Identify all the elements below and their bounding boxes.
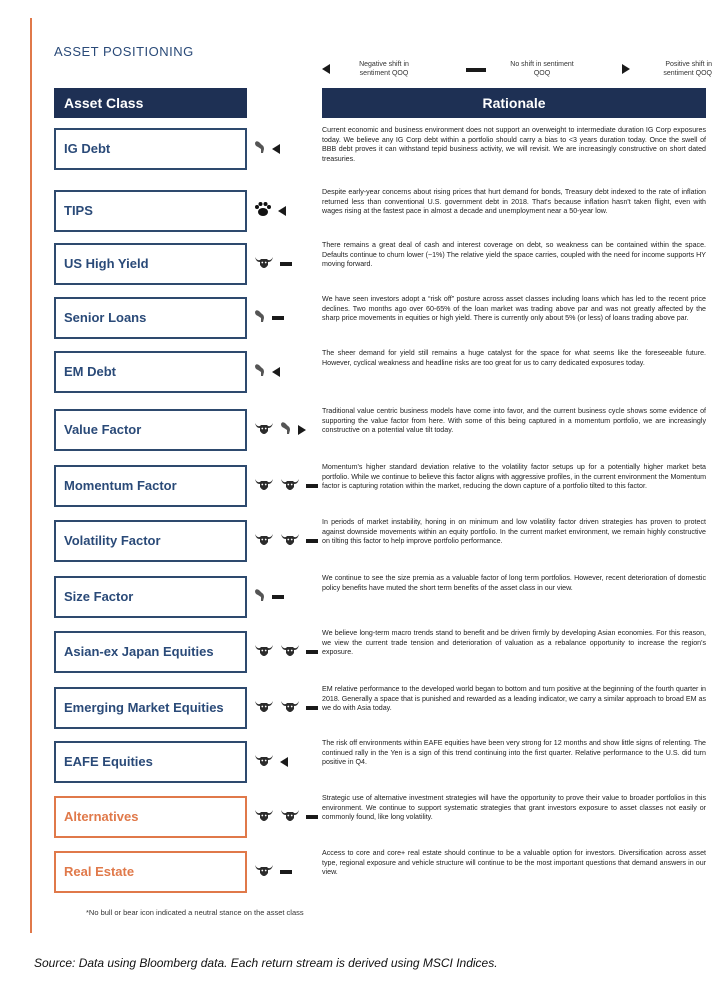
- bull-icon: [254, 699, 274, 718]
- triangle-right-icon: [622, 64, 630, 74]
- bull-icon: [280, 699, 300, 718]
- sentiment-icons: [254, 643, 318, 661]
- rationale-text: We have seen investors adopt a “risk off” posture across asset classes including loans which has led to the recent price declines. Two months ago over 60-65% of the loan market was trading above par and was not greatly affected by the sharp price movements in equities or high yield. There is currently only about 5% (or less) of loans trading above par.: [322, 295, 706, 323]
- bear-icon: [254, 309, 266, 328]
- sentiment-icons: [254, 808, 318, 826]
- legend-negative: [322, 60, 442, 84]
- rationale-text: Traditional value centric business models have come into favor, and the current business cycle shows some evidence of supporting the value factor from here. With some of this being captured in a momentum portfolio, we are increasingly constructive on a potential value tilt today.: [322, 407, 706, 435]
- dash-icon: [306, 815, 318, 819]
- triangle-left-icon: [272, 367, 280, 377]
- triangle-right-icon: [298, 425, 306, 435]
- bear-icon: [254, 588, 266, 607]
- bull-icon: [254, 643, 274, 662]
- bull-icon: [254, 863, 274, 882]
- rationale-text: The risk off environments within EAFE equities have been very strong for 12 months and show little signs of relenting. The continued rally in the Yen is a sign of this trend continuing into the first quarter. Relative performance to the U.S. did turn positive in Q4.: [322, 739, 706, 767]
- page-title: ASSET POSITIONING: [54, 44, 194, 59]
- bull-icon: [254, 477, 274, 496]
- dash-icon: [306, 650, 318, 654]
- sentiment-icons: [254, 699, 318, 717]
- rationale-text: Momentum's higher standard deviation relative to the volatility factor setups up for a potentially higher market beta portfolio. While we continue to believe this factor aligns with aggressive profiles, in the current environment the Momentum factor is capturing rotation within the market, reducing the down capture of a portfolio tilted to this factor.: [322, 463, 706, 491]
- accent-line: [30, 18, 32, 933]
- asset-class-name: Asian-ex Japan Equities: [54, 631, 247, 673]
- asset-class-name: Alternatives: [54, 796, 247, 838]
- asset-class-name: US High Yield: [54, 243, 247, 285]
- asset-class-name: Real Estate: [54, 851, 247, 893]
- rationale-text: Access to core and core+ real estate should continue to be a valuable option for investors. Diversification across asset type, regional exposure and vehicle structure will continue to be the most important questions that demand answers in our view.: [322, 849, 706, 877]
- rationale-header: Rationale: [322, 88, 706, 118]
- sentiment-icons: [254, 309, 284, 327]
- sentiment-icons: [254, 477, 318, 495]
- dash-icon: [306, 484, 318, 488]
- bear-icon: [280, 421, 292, 440]
- sentiment-icons: [254, 140, 280, 158]
- legend-positive: [622, 60, 712, 84]
- dash-icon: [272, 595, 284, 599]
- bull-icon: [280, 643, 300, 662]
- bull-icon: [280, 477, 300, 496]
- triangle-left-icon: [278, 206, 286, 216]
- sentiment-icons: [254, 363, 280, 381]
- dash-icon: [272, 316, 284, 320]
- bull-icon: [254, 255, 274, 274]
- sentiment-icons: [254, 255, 292, 273]
- bull-icon: [254, 421, 274, 440]
- asset-class-name: Emerging Market Equities: [54, 687, 247, 729]
- asset-class-name: Senior Loans: [54, 297, 247, 339]
- rationale-text: In periods of market instability, honing in on minimum and low volatility factor driven strategies has proven to protect against downside movements within an equity portfolio. In the current market environment, we remain highly constructive on tilting this factor to help improve portfolio performance.: [322, 518, 706, 546]
- asset-class-name: EM Debt: [54, 351, 247, 393]
- triangle-left-icon: [272, 144, 280, 154]
- sentiment-icons: [254, 421, 306, 439]
- rationale-text: Strategic use of alternative investment strategies will have the opportunity to prove their value to broader portfolios in this environment. We continue to support systematic strategies that grant investors exposure to asset classes not easily or commonly found, like long volatility.: [322, 794, 706, 822]
- asset-class-name: Value Factor: [54, 409, 247, 451]
- asset-class-name: IG Debt: [54, 128, 247, 170]
- bear-icon: [254, 140, 266, 159]
- sentiment-icons: [254, 753, 288, 771]
- legend-none: [466, 60, 596, 84]
- bull-icon: [280, 532, 300, 551]
- sentiment-icons: [254, 863, 292, 881]
- asset-class-name: TIPS: [54, 190, 247, 232]
- triangle-left-icon: [280, 757, 288, 767]
- sentiment-icons: [254, 588, 284, 606]
- dash-icon: [306, 706, 318, 710]
- dash-icon: [280, 870, 292, 874]
- asset-class-name: Volatility Factor: [54, 520, 247, 562]
- legend-none-label: No shift in sentiment QOQ: [510, 61, 574, 77]
- asset-class-name: Momentum Factor: [54, 465, 247, 507]
- rationale-text: Current economic and business environment does not support an overweight to intermediate duration IG Corp exposures today. We believe any IG Corp debt within a portfolio should carry a bias to <3 years duration today. Once the swell of BBB debt proves it can withstand tepid business activity, we will revisit. We are increasingly constructive on short dated treasuries.: [322, 126, 706, 163]
- bull-icon: [254, 753, 274, 772]
- asset-class-name: EAFE Equities: [54, 741, 247, 783]
- dash-icon: [280, 262, 292, 266]
- source-note: Source: Data using Bloomberg data. Each return stream is derived using MSCI Indices.: [34, 956, 498, 970]
- triangle-left-icon: [322, 64, 330, 74]
- rationale-text: We continue to see the size premia as a valuable factor of long term portfolios. However, recent deterioration of domestic policy benefits have muted the short term benefits of the asset class in our view.: [322, 574, 706, 592]
- rationale-text: Despite early-year concerns about rising prices that hurt demand for bonds, Treasury debt indexed to the rate of inflation returned less than conventional U.S. government debt in 2018. That's because inflation hasn't taken flight, even with wages rising at the fastest pace in almost a decade and unemployment near a 50-year low.: [322, 188, 706, 216]
- rationale-text: The sheer demand for yield still remains a huge catalyst for the space for what seems like the foreseeable future. However, cyclical weakness and headline risks are too great for us to carry dedicated exposures today.: [322, 349, 706, 367]
- asset-class-name: Size Factor: [54, 576, 247, 618]
- bull-icon: [254, 532, 274, 551]
- bull-icon: [254, 808, 274, 827]
- sentiment-icons: [254, 202, 286, 220]
- rationale-text: There remains a great deal of cash and interest coverage on debt, so weakness can be contained within the space. Defaults continue to churn lower (~1%) The relative yield the space carries, coupled with the need for income supports HY moving forward.: [322, 241, 706, 269]
- asset-class-header: Asset Class: [54, 88, 247, 118]
- footnote: *No bull or bear icon indicated a neutral stance on the asset class: [86, 908, 304, 917]
- sentiment-icons: [254, 532, 318, 550]
- bear-icon: [254, 363, 266, 382]
- dash-icon: [306, 539, 318, 543]
- legend-negative-label: Negative shift in sentiment QOQ: [359, 61, 409, 77]
- rationale-text: We believe long-term macro trends stand to benefit and be driven firmly by developing Asian economies. For this reason, we view the current trade tension and deterioration of valuation as a rebalance opportunity to increase the region's exposure.: [322, 629, 706, 657]
- paw-icon: [254, 201, 272, 222]
- bull-icon: [280, 808, 300, 827]
- legend-positive-label: Positive shift in sentiment QOQ: [663, 61, 712, 77]
- dash-icon: [466, 68, 486, 72]
- rationale-text: EM relative performance to the developed world began to bottom and turn positive at the beginning of the fourth quarter in 2018. Generally a space that is punished and rewarded as a leading indicator, we carry a similar approach to broad EM as we do with Asia today.: [322, 685, 706, 713]
